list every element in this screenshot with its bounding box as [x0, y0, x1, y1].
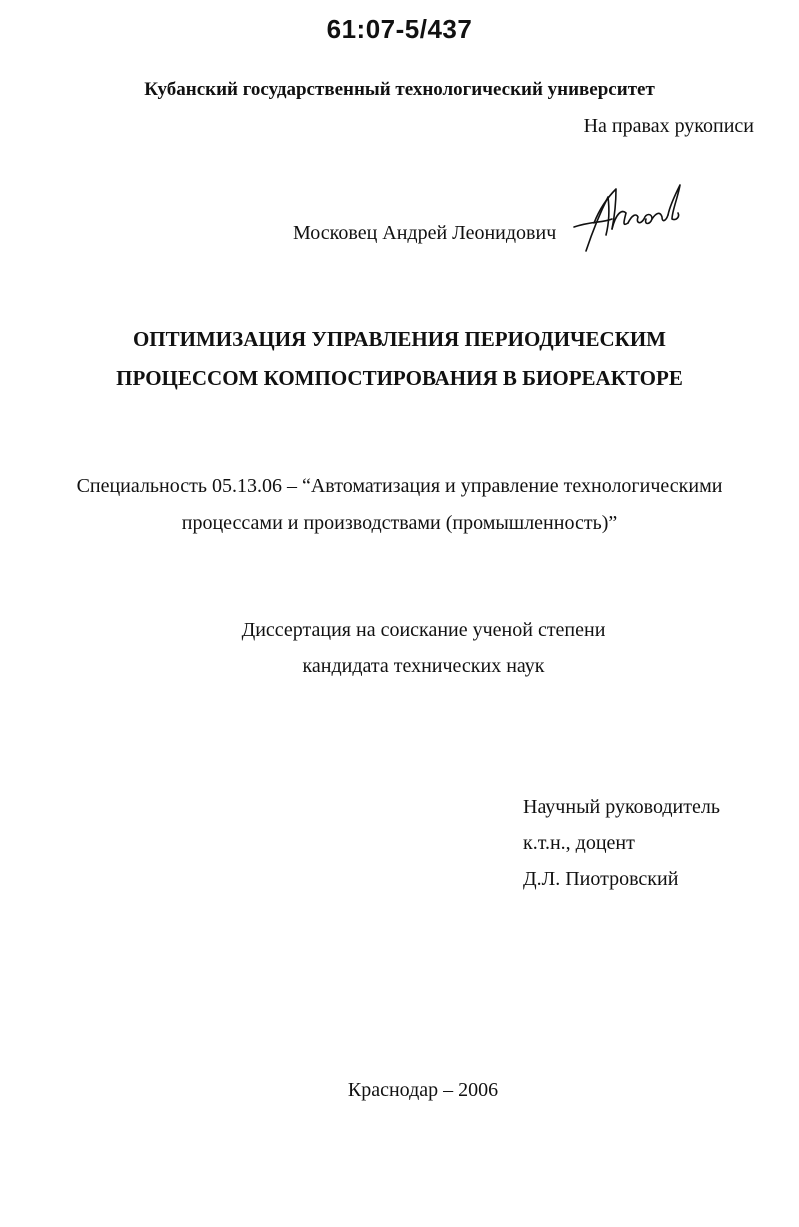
author-name: Московец Андрей Леонидович — [293, 222, 557, 244]
rights-notice: На правах рукописи — [583, 115, 754, 137]
dissertation-degree-line-1: Диссертация на соискание ученой степени — [241, 619, 606, 641]
archive-stamp-number: 61:07-5/437 — [326, 14, 473, 44]
supervisor-degree: к.т.н., доцент — [523, 832, 635, 854]
thesis-title-line-1: ОПТИМИЗАЦИЯ УПРАВЛЕНИЯ ПЕРИОДИЧЕСКИМ — [132, 327, 667, 351]
city-year: Краснодар – 2006 — [347, 1079, 499, 1101]
supervisor-role: Научный руководитель — [523, 796, 720, 818]
thesis-title-line-2: ПРОЦЕССОМ КОМПОСТИРОВАНИЯ В БИОРЕАКТОРЕ — [116, 366, 683, 390]
specialty-line-2: процессами и производствами (промышленность)” — [181, 512, 618, 534]
supervisor-name: Д.Л. Пиотровский — [523, 868, 679, 890]
specialty-line-1: Специальность 05.13.06 – “Автоматизация и управление технологическими — [76, 475, 723, 497]
dissertation-degree-line-2: кандидата технических наук — [302, 655, 545, 677]
university-name: Кубанский государственный технологический университет — [144, 79, 655, 100]
author-signature-icon — [572, 183, 690, 253]
